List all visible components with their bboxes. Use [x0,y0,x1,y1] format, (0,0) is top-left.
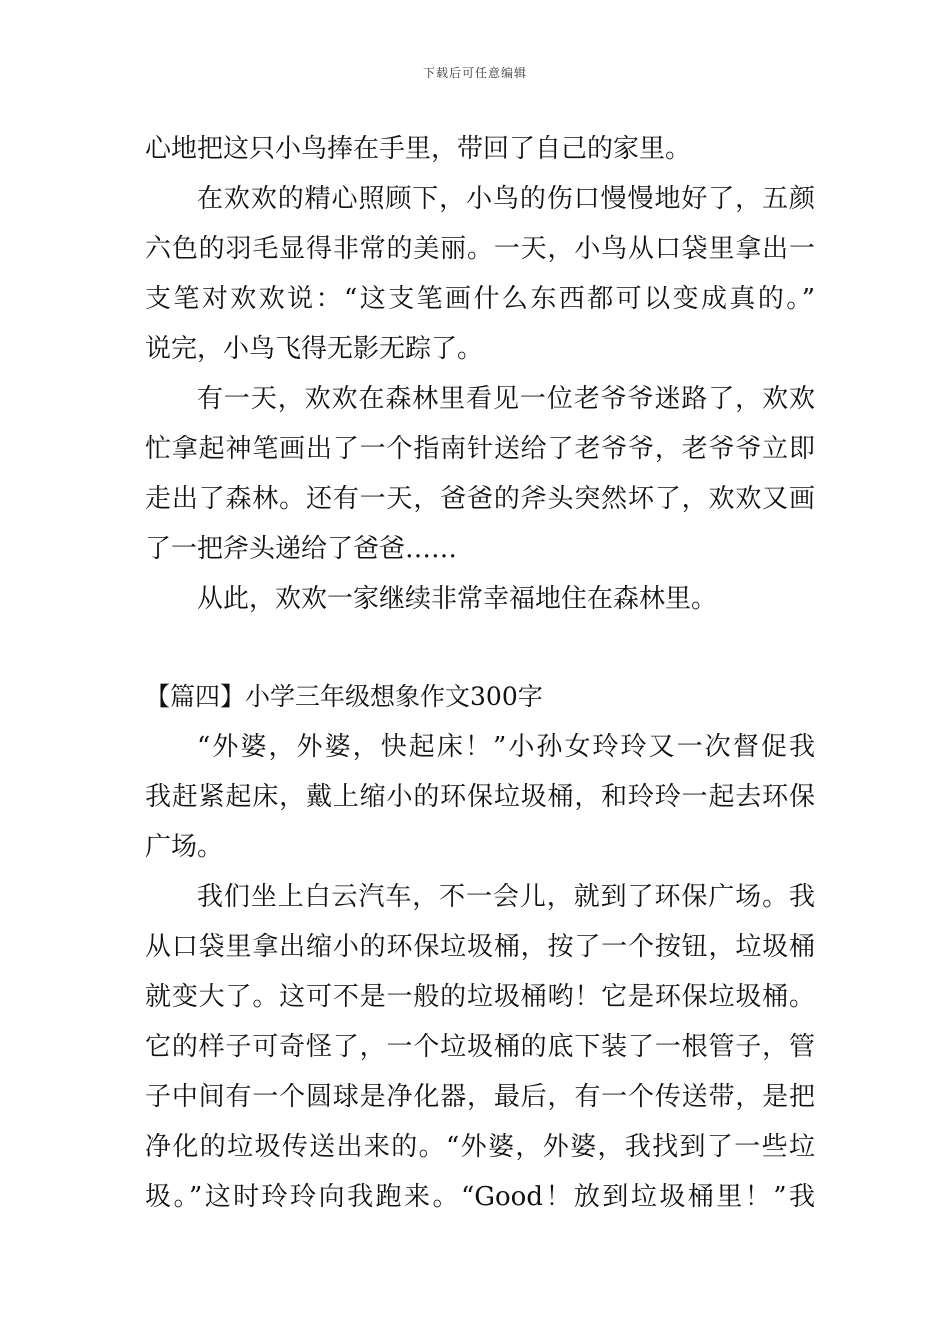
paragraph-line: 走出了森林。还有一天，爸爸的斧头突然坏了，欢欢又画 [145,484,815,514]
paragraph-line: 它的样子可奇怪了，一个垃圾桶的底下装了一根管子，管 [145,1032,815,1062]
paragraph-line: “外婆，外婆，快起床！”小孙女玲玲又一次督促我 [197,732,815,762]
section-title: 【篇四】小学三年级想象作文300字 [145,682,543,711]
paragraph-line: 我们坐上白云汽车，不一会儿，就到了环保广场。我 [197,882,815,912]
paragraph-line: 有一天，欢欢在森林里看见一位老爷爷迷路了，欢欢 [197,384,815,414]
paragraph-line: 从口袋里拿出缩小的环保垃圾桶，按了一个按钮，垃圾桶 [145,932,815,962]
paragraph-line: 在欢欢的精心照顾下，小鸟的伤口慢慢地好了，五颜 [197,184,815,214]
paragraph-line: 心地把这只小鸟捧在手里，带回了自己的家里。 [145,134,692,164]
paragraph-line: 广场。 [145,832,224,862]
paragraph-line: 六色的羽毛显得非常的美丽。一天，小鸟从口袋里拿出一 [145,234,815,264]
paragraph-line: 子中间有一个圆球是净化器，最后，有一个传送带，是把 [145,1082,815,1112]
paragraph-line: 圾。”这时玲玲向我跑来。“Good！放到垃圾桶里！”我 [145,1182,815,1212]
paragraph-line: 支笔对欢欢说：“这支笔画什么东西都可以变成真的。” [145,284,815,314]
paragraph-line: 净化的垃圾传送出来的。“外婆，外婆，我找到了一些垃 [145,1132,815,1162]
paragraph-line: 了一把斧头递给了爸爸…… [145,534,458,564]
paragraph-line: 从此，欢欢一家继续非常幸福地住在森林里。 [197,584,718,614]
page-header: 下载后可任意编辑 [422,66,527,80]
paragraph-line: 就变大了。这可不是一般的垃圾桶哟！它是环保垃圾桶。 [145,982,815,1012]
paragraph-line: 说完，小鸟飞得无影无踪了。 [145,334,484,364]
paragraph-line: 忙拿起神笔画出了一个指南针送给了老爷爷，老爷爷立即 [145,434,815,464]
paragraph-line: 我赶紧起床，戴上缩小的环保垃圾桶，和玲玲一起去环保 [145,782,815,812]
